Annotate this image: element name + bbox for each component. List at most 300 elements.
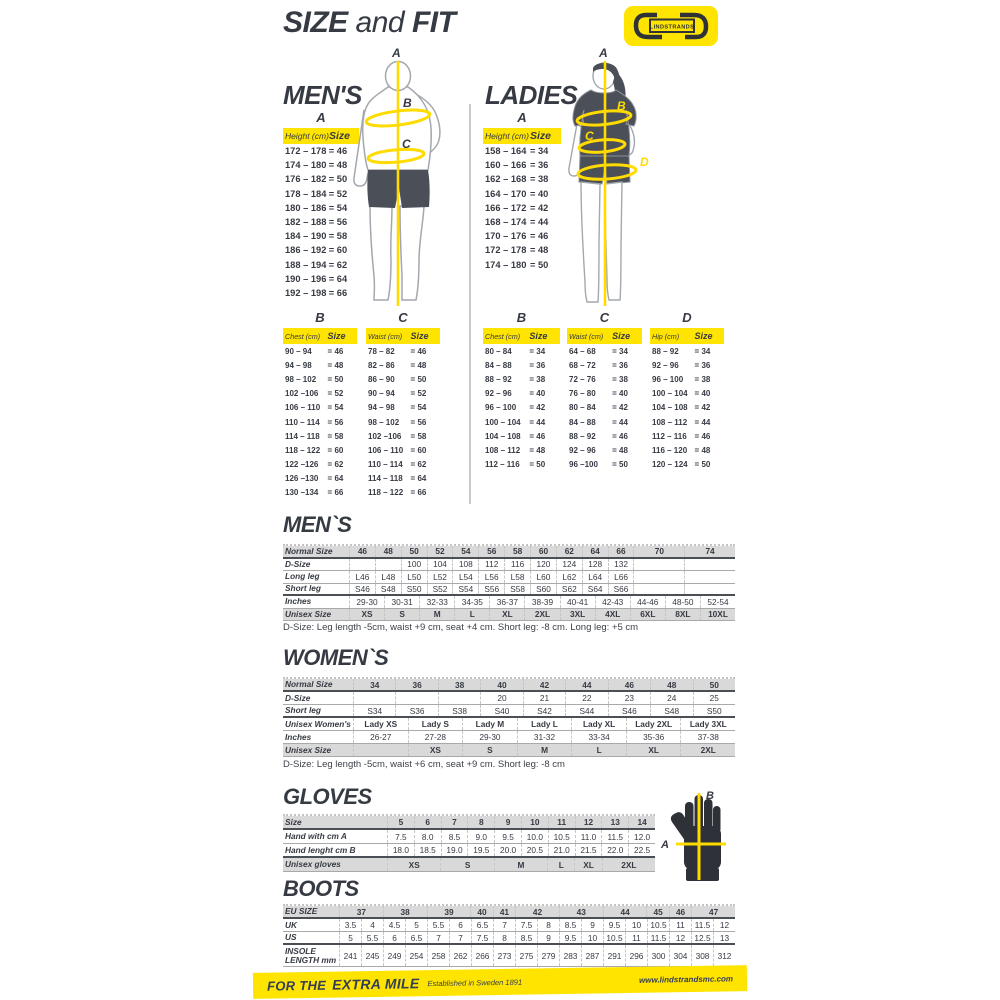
size-cell: = 42 <box>612 403 628 413</box>
size-table-row <box>283 609 735 622</box>
size-cell: = 60 <box>328 245 348 256</box>
size-cell: S52 <box>427 584 453 595</box>
woman-height-letter: A <box>599 46 608 60</box>
size-cell: 46 <box>669 906 691 917</box>
measure-row <box>650 358 724 372</box>
measure-row <box>483 415 560 429</box>
size-cell: Lady S <box>408 718 463 730</box>
size-cell: 132 <box>608 559 634 571</box>
size-cell: 22 <box>565 692 607 704</box>
row-label: Hand lenght cm B <box>285 844 356 855</box>
measure-row <box>366 344 440 358</box>
size-cell: = 50 <box>529 259 549 270</box>
range-cell: 174 – 180 <box>485 259 527 270</box>
range-cell: 126 –130 <box>285 474 319 484</box>
range-cell: 168 – 174 <box>485 217 527 228</box>
column-letter: A <box>316 110 326 125</box>
size-cell: S <box>440 858 493 871</box>
range-cell: 116 – 120 <box>652 445 688 455</box>
size-cell: L48 <box>375 571 401 583</box>
size-cell: L60 <box>530 571 556 583</box>
size-cell: 3.5 <box>339 919 361 931</box>
size-table-row <box>283 919 735 932</box>
range-cell: 92 – 96 <box>652 360 679 370</box>
size-cell: S34 <box>353 705 395 716</box>
range-cell: 188 – 194 <box>285 259 327 270</box>
size-cell: M <box>517 744 572 756</box>
size-cell: = 50 <box>328 174 348 185</box>
range-cell: 108 – 112 <box>485 445 521 455</box>
size-cell: L58 <box>504 571 530 583</box>
size-cell: 47 <box>691 906 735 917</box>
size-cell: 279 <box>537 945 559 966</box>
size-cell: S36 <box>395 705 437 716</box>
size-cell: 39 <box>427 906 471 917</box>
size-cell: = 66 <box>327 488 344 498</box>
size-cell: 6.5 <box>471 919 493 931</box>
size-table-row <box>283 584 735 597</box>
measure-row <box>567 372 642 386</box>
size-cell: 5 <box>339 932 361 943</box>
size-cell: = 46 <box>529 231 549 242</box>
size-cell: 25 <box>693 692 735 704</box>
size-cell: = 60 <box>410 445 427 455</box>
range-cell: 98 – 102 <box>285 374 317 384</box>
measure-row <box>650 415 724 429</box>
size-cell: 11.5 <box>647 932 669 943</box>
size-cell: 2XL <box>680 744 735 756</box>
range-cell: 180 – 186 <box>285 202 327 213</box>
size-cell: L <box>547 858 574 871</box>
size-cell: 7 <box>441 816 468 828</box>
boots-heading: BOOTS <box>283 876 359 901</box>
size-cell: 6.5 <box>405 932 427 943</box>
size-cell: 40-41 <box>560 596 595 608</box>
size-cell: 7.5 <box>471 932 493 943</box>
size-cell: Lady L <box>517 718 572 730</box>
size-cell: 31-32 <box>517 731 572 743</box>
size-cell: 27-28 <box>408 731 463 743</box>
size-table-row <box>283 816 655 830</box>
size-cell: 23 <box>608 692 650 704</box>
size-cell: 52-54 <box>700 596 735 608</box>
range-cell: 84 – 88 <box>485 360 512 370</box>
size-cell: = 42 <box>529 202 549 213</box>
size-cell: 10.5 <box>548 830 575 843</box>
size-cell: 13 <box>601 816 628 828</box>
range-cell: 192 – 198 <box>285 287 327 298</box>
size-cell: = 40 <box>529 389 546 399</box>
size-cell: = 56 <box>327 417 344 427</box>
size-cell: 249 <box>383 945 405 966</box>
size-cell: = 44 <box>612 417 628 427</box>
measure-row <box>567 344 642 358</box>
size-cell: 9 <box>494 816 521 828</box>
size-cell: 40 <box>470 906 492 917</box>
measure-row <box>283 443 357 457</box>
size-cell: 24 <box>650 692 692 704</box>
size-cell: = 54 <box>327 403 344 413</box>
size-cell: 266 <box>471 945 493 966</box>
size-cell: 48-50 <box>665 596 700 608</box>
measure-row <box>283 401 357 415</box>
measure-row <box>567 387 642 401</box>
size-cell: 74 <box>684 546 735 557</box>
range-cell: 88 – 92 <box>485 374 512 384</box>
measure-row <box>483 429 560 443</box>
measure-row <box>366 358 440 372</box>
footer-bar <box>253 965 747 999</box>
row-label: Unisex Size <box>285 608 332 619</box>
range-cell: 158 – 164 <box>485 146 527 157</box>
size-cell: 9 <box>581 919 603 931</box>
size-cell: 48 <box>650 679 692 690</box>
size-cell: 50 <box>401 546 427 557</box>
size-cell: 262 <box>449 945 471 966</box>
size-cell: 7.5 <box>515 919 537 931</box>
size-cell: = 48 <box>410 360 427 370</box>
size-cell: 42-43 <box>595 596 630 608</box>
size-cell: 3XL <box>560 609 595 621</box>
size-cell: = 46 <box>410 346 427 356</box>
size-cell: = 46 <box>612 431 628 441</box>
size-cell: L56 <box>478 571 504 583</box>
size-cell <box>349 559 375 571</box>
size-cell: 245 <box>361 945 383 966</box>
range-cell: 88 – 92 <box>652 346 679 356</box>
size-cell: 30-31 <box>384 596 419 608</box>
size-cell: 9.0 <box>467 830 494 843</box>
measure-header-row <box>283 328 357 344</box>
size-cell: = 52 <box>328 188 348 199</box>
size-cell: XL <box>574 858 601 871</box>
size-cell: 4 <box>361 919 383 931</box>
size-cell: L52 <box>427 571 453 583</box>
size-cell: 104 <box>427 559 453 571</box>
size-cell: 70 <box>633 546 684 557</box>
size-cell: 5.5 <box>427 919 449 931</box>
size-table-row <box>283 744 735 757</box>
size-cell: 12 <box>669 932 691 943</box>
size-cell: = 46 <box>328 146 348 157</box>
row-label: US <box>285 932 297 943</box>
size-cell <box>633 584 684 595</box>
size-cell: = 50 <box>529 460 546 470</box>
measure-row <box>650 443 724 457</box>
size-cell: S46 <box>349 584 375 595</box>
size-cell <box>633 571 684 583</box>
title-and: and <box>355 6 405 39</box>
row-label: Short leg <box>285 583 321 594</box>
size-cell: 58 <box>504 546 530 557</box>
measure-header-label: Waist (cm) <box>368 331 403 341</box>
column-letter: C <box>599 310 610 325</box>
size-table-row <box>283 705 735 718</box>
size-table-row <box>283 679 735 692</box>
size-cell <box>375 559 401 571</box>
range-cell: 100 – 104 <box>485 417 521 427</box>
mens-sizes-table <box>283 544 735 621</box>
size-cell: 5.5 <box>361 932 383 943</box>
column-letter: C <box>398 310 408 325</box>
size-cell: S40 <box>480 705 522 716</box>
size-cell: 38-39 <box>524 596 559 608</box>
title-fit: FIT <box>411 6 456 39</box>
size-cell: 9.5 <box>494 830 521 843</box>
size-cell: 8.5 <box>559 919 581 931</box>
size-cell: = 38 <box>529 374 546 384</box>
size-cell: = 50 <box>694 460 711 470</box>
range-cell: 108 – 112 <box>652 417 688 427</box>
range-cell: 184 – 190 <box>285 231 327 242</box>
measure-row <box>366 472 440 486</box>
range-cell: 106 – 110 <box>368 445 404 455</box>
size-cell: = 34 <box>529 146 549 157</box>
size-cell: 34 <box>353 679 395 690</box>
size-cell: 8XL <box>665 609 700 621</box>
lindstrands-logo-icon <box>624 6 718 46</box>
size-table-row <box>283 830 655 844</box>
range-cell: 190 – 196 <box>285 273 327 284</box>
range-cell: 92 – 96 <box>569 445 596 455</box>
womens-sizes-heading: WOMEN`S <box>283 645 389 670</box>
range-cell: 186 – 192 <box>285 245 327 256</box>
row-label: Normal Size <box>285 679 333 690</box>
glove-length-letter: B <box>706 790 714 802</box>
range-cell: 96 – 100 <box>652 374 684 384</box>
boots-table <box>283 904 735 967</box>
measure-row <box>567 401 642 415</box>
size-cell: L66 <box>608 571 634 583</box>
measure-header-row <box>650 328 724 344</box>
size-cell: = 64 <box>328 273 348 284</box>
size-cell: 291 <box>603 945 625 966</box>
glove-figure <box>660 790 740 889</box>
size-cell: S64 <box>582 584 608 595</box>
size-cell: 45 <box>646 906 668 917</box>
size-table-row <box>283 571 735 584</box>
measure-row <box>650 344 724 358</box>
row-label: Inches <box>285 596 312 607</box>
footer-slogan-pre: FOR THE <box>266 977 327 994</box>
row-label: D-Size <box>285 692 311 703</box>
measure-header-label: Height (cm) <box>285 131 329 141</box>
size-cell: Lady XL <box>571 718 626 730</box>
size-cell <box>684 571 735 583</box>
size-cell: 9.5 <box>559 932 581 943</box>
column-letter: B <box>516 310 527 325</box>
measure-header-row <box>366 328 440 344</box>
measure-row <box>650 458 724 472</box>
size-cell: M <box>494 858 547 871</box>
size-cell: XS <box>387 858 440 871</box>
size-cell: M <box>419 609 454 621</box>
size-cell: 42 <box>523 679 565 690</box>
range-cell: 80 – 84 <box>485 346 512 356</box>
size-cell: = 42 <box>694 403 711 413</box>
size-cell: 21.5 <box>575 844 602 856</box>
woman-figure <box>541 46 676 308</box>
size-cell: = 36 <box>529 160 549 171</box>
measure-row <box>483 401 560 415</box>
row-label: Normal Size <box>285 545 333 556</box>
range-cell: 112 – 116 <box>652 431 687 441</box>
size-cell: 287 <box>581 945 603 966</box>
measure-header-size: Size <box>327 331 346 341</box>
size-cell: = 50 <box>327 374 344 384</box>
size-cell: 275 <box>515 945 537 966</box>
size-cell: 29-30 <box>462 731 517 743</box>
size-cell: 42 <box>515 906 559 917</box>
row-label: Short leg <box>285 705 321 716</box>
man-chest-letter: B <box>403 96 412 110</box>
row-label: Size <box>285 816 302 827</box>
range-cell: 162 – 168 <box>485 174 527 185</box>
measure-row <box>366 401 440 415</box>
size-cell: 10.5 <box>603 932 625 943</box>
measure-row <box>483 387 560 401</box>
range-cell: 178 – 184 <box>285 188 327 199</box>
measure-row <box>283 372 357 386</box>
footer-established: Established in Sweden 1891 <box>427 977 523 988</box>
size-cell: S62 <box>556 584 582 595</box>
measure-row <box>650 387 724 401</box>
measure-row <box>650 372 724 386</box>
size-cell: 4XL <box>595 609 630 621</box>
size-cell: 11.0 <box>575 830 602 843</box>
size-cell: 7 <box>493 919 515 931</box>
size-cell: = 58 <box>410 431 427 441</box>
size-cell: = 50 <box>612 460 628 470</box>
size-cell: XL <box>489 609 524 621</box>
size-cell: = 66 <box>328 287 348 298</box>
range-cell: 160 – 166 <box>485 160 527 171</box>
size-cell: 48 <box>375 546 401 557</box>
size-cell: 46 <box>608 679 650 690</box>
size-table-row <box>283 546 735 559</box>
measure-row <box>283 344 357 358</box>
size-cell: L <box>571 744 626 756</box>
measure-row <box>567 429 642 443</box>
range-cell: 170 – 176 <box>485 231 527 242</box>
range-cell: 176 – 182 <box>285 174 327 185</box>
size-cell: = 34 <box>694 346 711 356</box>
size-cell <box>353 692 395 704</box>
size-cell: S50 <box>693 705 735 716</box>
size-cell <box>684 584 735 595</box>
measure-row <box>650 429 724 443</box>
range-cell: 102 –106 <box>368 431 402 441</box>
man-figure-icon <box>344 60 470 308</box>
row-label: Unisex Women's <box>285 718 351 729</box>
size-cell: 14 <box>628 816 655 828</box>
range-cell: 172 – 178 <box>285 146 327 157</box>
size-cell: S50 <box>401 584 427 595</box>
size-cell: = 64 <box>327 474 344 484</box>
size-cell: 9.5 <box>603 919 625 931</box>
measure-row <box>567 358 642 372</box>
size-cell: L54 <box>452 571 478 583</box>
range-cell: 94 – 98 <box>285 360 312 370</box>
row-label: Inches <box>285 731 312 742</box>
size-cell: = 52 <box>410 389 427 399</box>
size-cell: Lady 3XL <box>680 718 735 730</box>
size-cell: 18.0 <box>387 844 414 856</box>
size-cell: 254 <box>405 945 427 966</box>
row-label: Long leg <box>285 571 320 582</box>
size-cell: S46 <box>608 705 650 716</box>
size-cell: 20.5 <box>521 844 548 856</box>
size-cell: = 38 <box>694 374 711 384</box>
size-cell: 7 <box>427 932 449 943</box>
size-table-row <box>283 731 735 744</box>
size-cell: 2XL <box>602 858 655 871</box>
size-cell: 304 <box>669 945 691 966</box>
range-cell: 84 – 88 <box>569 417 596 427</box>
range-cell: 104 – 108 <box>485 431 521 441</box>
range-cell: 118 – 122 <box>368 488 404 498</box>
size-cell: = 62 <box>327 460 344 470</box>
size-cell: 33-34 <box>571 731 626 743</box>
size-cell: S <box>384 609 419 621</box>
page-title <box>283 6 455 40</box>
size-cell: XS <box>349 609 384 621</box>
size-cell: S <box>462 744 517 756</box>
size-cell: 7.5 <box>387 830 414 843</box>
measure-header-label: Hip (cm) <box>652 331 680 341</box>
size-cell: 38 <box>383 906 427 917</box>
size-cell: 19.0 <box>441 844 468 856</box>
woman-hip-letter: D <box>640 155 649 169</box>
measure-row <box>483 344 560 358</box>
size-cell: 36 <box>395 679 437 690</box>
size-cell: = 34 <box>612 346 628 356</box>
size-cell: S44 <box>565 705 607 716</box>
size-cell: L46 <box>349 571 375 583</box>
size-cell: 62 <box>556 546 582 557</box>
size-cell: = 48 <box>694 445 711 455</box>
woman-chest-letter: B <box>617 99 626 113</box>
size-cell: 34-35 <box>454 596 489 608</box>
mens-waist-table <box>366 310 440 500</box>
size-cell: = 48 <box>328 160 348 171</box>
size-cell: 300 <box>647 945 669 966</box>
range-cell: 96 –100 <box>569 460 598 470</box>
measure-header-size: Size <box>694 331 713 341</box>
size-cell: = 54 <box>328 202 348 213</box>
size-cell <box>353 744 408 756</box>
size-cell: 5 <box>387 816 414 828</box>
range-cell: 130 –134 <box>285 488 319 498</box>
size-cell: 37-38 <box>680 731 735 743</box>
range-cell: 80 – 84 <box>569 403 596 413</box>
size-cell: 10 <box>581 932 603 943</box>
size-table-row <box>283 596 735 609</box>
size-cell: 19.5 <box>467 844 494 856</box>
range-cell: 98 – 102 <box>368 417 400 427</box>
size-cell: 20.0 <box>494 844 521 856</box>
size-cell: 8 <box>467 816 494 828</box>
measure-row <box>483 358 560 372</box>
size-cell: 12.5 <box>691 932 713 943</box>
measure-header-size: Size <box>529 331 548 341</box>
measure-header-label: Chest (cm) <box>485 331 521 341</box>
measure-row <box>283 429 357 443</box>
range-cell: 110 – 114 <box>368 460 403 470</box>
size-cell: = 46 <box>529 431 546 441</box>
logo-text: LINDSTRANDS <box>649 24 695 31</box>
size-cell: 43 <box>559 906 603 917</box>
